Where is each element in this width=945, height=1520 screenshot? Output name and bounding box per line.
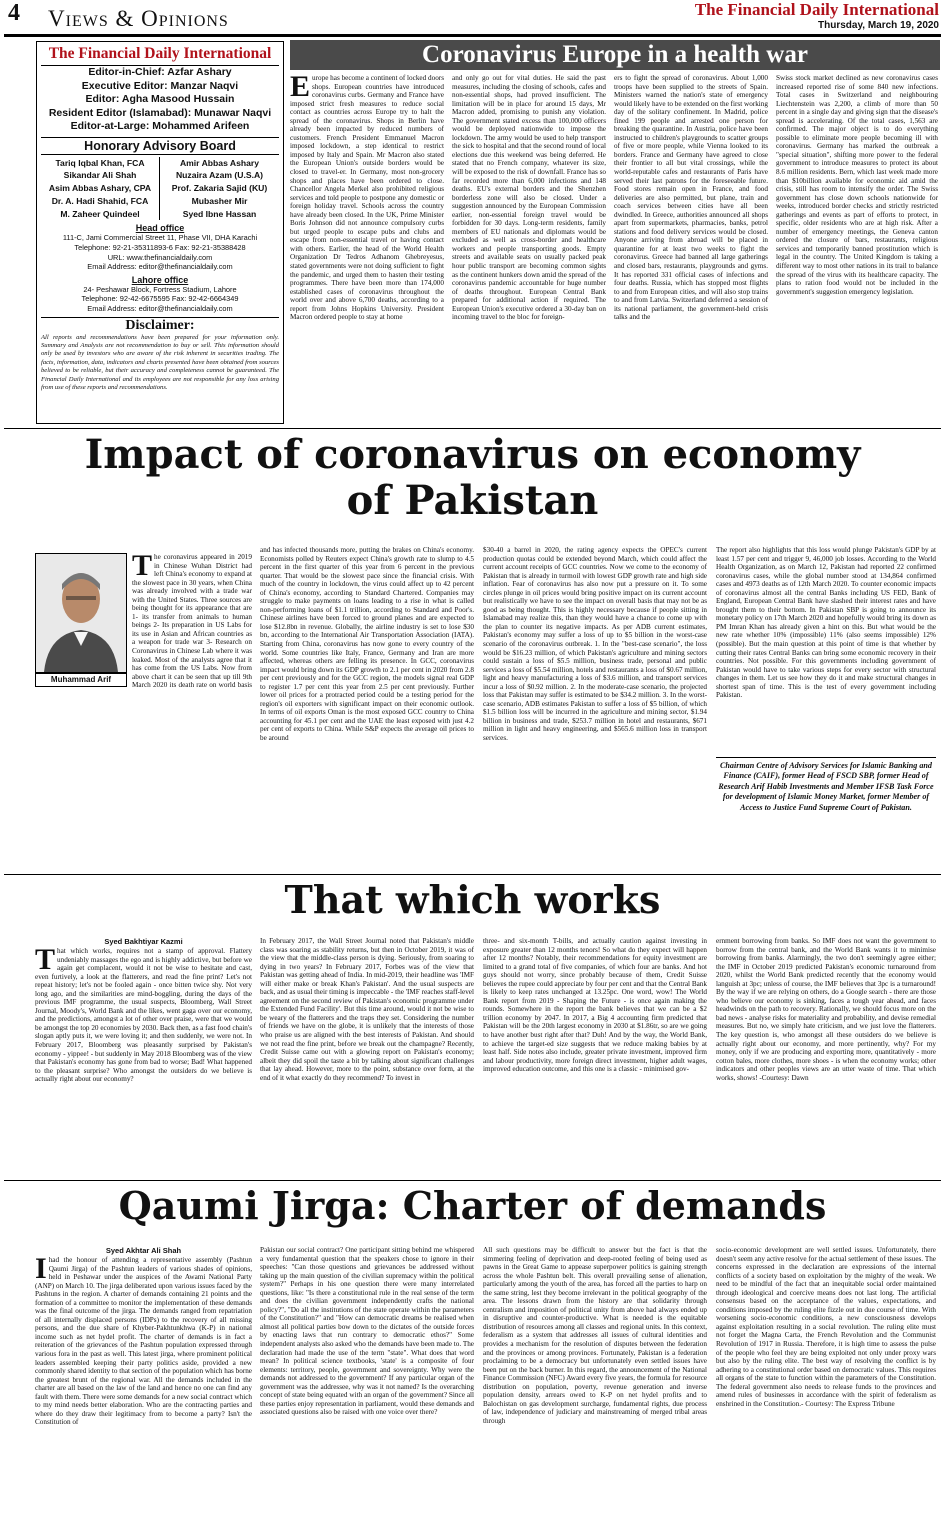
board-member: Sikandar Ali Shah [41,169,160,182]
header-rule [4,34,941,37]
lahore-office-title: Lahore office [131,274,189,285]
head-office-line: URL: www.thefinancialdaily.com [107,252,213,262]
staff-line: Resident Editor (Islamabad): Munawar Naqvi [48,106,272,119]
board-member: Tariq Iqbal Khan, FCA [41,157,160,170]
author-photo [35,553,127,673]
article1-headline: Coronavirus Europe in a health war [290,40,940,70]
author-photo-caption: Muhammad Arif [35,673,127,687]
staff-line: Executive Editor: Manzar Naqvi [81,79,239,92]
board-member: M. Zaheer Quindeel [41,208,160,221]
section-rule [4,428,941,429]
article2-headline [4,432,941,524]
article3-byline: Syed Bakhtiyar Kazmi [104,937,183,946]
advisory-board-list [41,157,279,221]
article2-headline-line: Impact of coronavirus on economy [84,431,861,478]
head-office-line: 111-C, Jami Commercial Street 11, Phase VII, DHA Karachi [62,233,258,243]
board-member: Dr. A. Hadi Shahid, FCA [41,195,160,208]
page-number: 4 [8,0,20,26]
board-member: Mubasher Mir [191,195,248,206]
section-title: Views & Opinions [48,6,229,31]
board-member: Asim Abbas Ashary, CPA [41,182,160,195]
advisory-board-title: Honorary Advisory Board [41,137,279,155]
lahore-office-line: Email Address: editor@thefinancialdaily.com [87,304,233,314]
board-member: Amir Abbas Ashary [179,157,260,168]
paper-name: The Financial Daily International [694,0,939,19]
editorial-box [36,41,284,424]
masthead-right [695,0,939,31]
board-member: Syed Ibne Hassan [182,208,257,219]
issue-date: Thursday, March 19, 2020 [818,20,939,31]
head-office-line: Email Address: editor@thefinancialdaily.com [87,262,233,272]
board-member: Nuzaira Azam (U.S.A) [175,170,264,181]
disclaimer-text: All reports and recommendations have been prepared for your information only. Summary and Analysis are not recommendation to buy or sell. This information should only be used by investors who are aware of the risk inherent in securities trading. The facts, information, data, indicators and charts presented have been obtained from sources believed to be reliable, but their accuracy and completeness cannot be guaranteed. The Financial Daily International and its employees are not responsible for any loss arising from use of these reports and recommendations. [41,333,279,392]
editorial-paper-name: The Financial Daily International [41,45,279,66]
section-rule [4,874,941,875]
editorial-staff [41,66,279,134]
section-rule [4,1180,941,1181]
lahore-office-line: Telephone: 92-42-6675595 Fax: 92-42-6664349 [81,294,239,304]
staff-line: Editor-at-Large: Mohammed Arifeen [70,120,250,132]
disclaimer-title: Disclaimer: [41,317,279,334]
article2-headline-line: of Pakistan [346,477,599,524]
staff-line: Editor: Agha Masood Hussain [85,93,235,105]
article4-byline: Syed Akhtar Ali Shah [105,1246,182,1255]
board-member: Prof. Zakaria Sajid (KU) [171,183,268,194]
article2-author-bio: Chairman Centre of Advisory Services for Islamic Banking and Finance (CAIF), former Head of FSCD SBP, former Head of Research Arif Habib Investments and Member IFSB Task Force for development of Islamic Money Market, former Member of Access to Justice Fund Supreme Court of Pakistan. [716,757,936,813]
head-office-line: Telephone: 92-21-35311893-6 Fax: 92-21-35388428 [74,243,246,253]
article3-headline: That which works [284,877,661,922]
staff-line: Editor-in-Chief: Azfar Ashary [88,66,232,78]
person-icon [36,554,126,672]
article4-headline: Qaumi Jirga: Charter of demands [118,1183,827,1228]
head-office-title: Head office [135,223,185,234]
lahore-office-line: 24- Peshawar Block, Fortress Stadium, Lahore [83,284,237,294]
